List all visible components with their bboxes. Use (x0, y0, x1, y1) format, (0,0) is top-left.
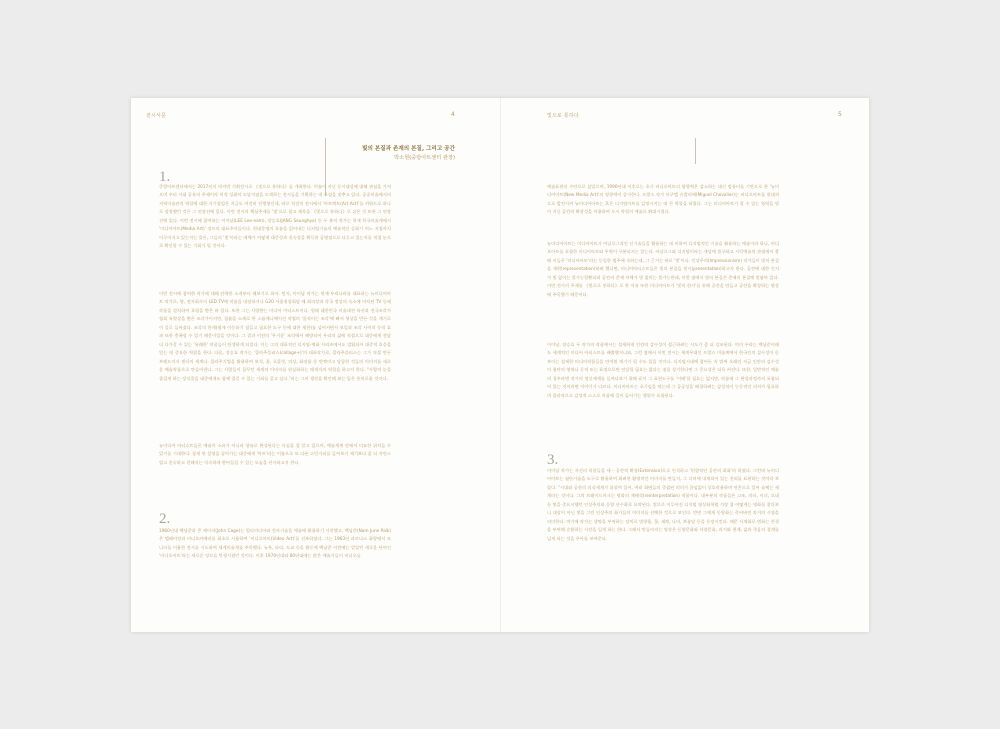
body-paragraph: 1960년대 백남준과 존 케이지(John Cage)는 멀티미디어와 전자기술을 예술에 활용하기 시작했고, 백남준(Nam June Paik)은 텔레비전과 비디오카메라를 최초로 사용하여 '비디오아트(Video Art)'를 선보하였다. 그는 1963년 파르나스 화랑에서 모니터를 이용한 전시를 시도하여 세계미술계를 주목했다. 뉴욕, 파리, 도쿄 등을 활동에 백남준 이전에는 알았던 새로운 단어인 '비디오아트'라는 새로운 장르를 탄생시켰던 것이다. 이후 1970년대와 80년대에는 많은 예술가들이 비디오를 (159, 529, 391, 560)
section-number: 3. (547, 452, 559, 468)
body-paragraph: 중랑아트센터에서는 2017년의 마지막 기획전시로 《빛으로 통하다》를 개최한다. 미술이 지닌 동시대성에 대해 관심을 가져오며 우리 시대 공통의 주제이자 미적 성취의 도달지점을 모색하는 전시들을 기획하는 데 초점을 맞추고 있다. 공공미술에서의 지역미술관의 역할에 대한 자기점검은 지금도 여전히 진행형인데, 바로 직전의 전시에서 '아트액트(Art Act)'를 키워드로 하나로 설정했던 것은 그 연장선에 있다. 이번 전시의 핵심주제를 '빛'으로 잡고 제목을 《빛으로 통하다》로 삼은 것 또한 그 연장선에 있다. 이번 전시에 참여하는 이이남(LEE Lee-nam), 장승효(JANG Seunghyo) 등 두 분의 작가는 현재 한국미술계에서 '미디어아트(Media Art)' 장르의 대표주자들이다. 현대문명의 흐름을 읽어내는 디지털기술의 예술적인 승화가 어느 지점까지 이루어지고 있는지는 물론, 그들의 '빛'이라는 매체가 어떻게 대중성과 친숙성을 획득한 공명점으로 다루고 있는지를 직접 눈으로 확인할 수 있는 기회가 될 것이다. (159, 185, 391, 250)
page-number-left: 4 (451, 111, 455, 118)
section-number: 1. (159, 169, 171, 185)
running-head-left: 전시서문 (146, 113, 167, 119)
book-spread (131, 98, 869, 632)
essay-title: 빛의 본질과 존재의 본질, 그리고 공간 (362, 146, 455, 152)
section-number: 2. (159, 511, 171, 527)
body-paragraph: 뉴미디어 아티스트들은 예술이 소유가 아니라 향유로 완성된다는 사실을 잘 알고 있으며, 예술세계 안에서 미묘한 위치들 수 있기를 기대한다. 참게 한 설명을 살아가는 대중에게 '아트'라는 이름으로 또 다른 고민거리를 들여보기 제기보다 좀 더 자연스럽고 친숙하고 친해지는 익숙하게 받아들일 수 있는 모습을 선사하고자 한다. (159, 444, 391, 466)
body-paragraph: 이이남 작가는 자신의 작품들을 새 – 공간적 확장(Extension)으로 인식하고 '편향적인 공간의 회화'라 하였다. 그런데 뉴미디어아트는 첨단기술을 도구로 활용하여 화려한 환영적인 이미지를 만들지, 그 너머에 내재되어 있는 진리를 표현하는 것이라 보았다. "시대와 공간의 의식세계가 뒤섞여 있어, 여러 화면들의 중첩된 의미가 끊임없이 상호작용하며 연존으로 일어 슬쩍는 세계라는 것이다. 그의 트레이드마크는 명화의 재해석(reinterpretation) 작품이다. 대부분의 작품들은 고조, 의라, 이녀, 오네 등 빛을 중요시했던 인상주의와 동양 산수화로 요약된다. 빛으로 이루어진 디지털 영상화처럼 가장 참 어떻게는 명화를 찾다보니 대상이 아닌 빛을 그린 인상주의 화가들의 이미지를 선택한 것으로 보인다. 반면 그에게 동양화는 죽어버린 과거의 시점을 의미한다. 여기에 작가는 생명을 부여하는 장치로 빛방울, 꽃, 새싹, 나비, 보름달 등을 등장시킨다. 때문 시계화로 변화는 풍경을 부여해 순환하는 시간을 입게 하는 한다. 그래서 만들어지는 영상은 동양문화와 서양문화, 과거와 현재, 삶과 죽음의 경계를 넘게 되는 것을 우아를 보여준다. (547, 469, 779, 542)
essay-author: 박소현(중랑아트센터 관장) (394, 155, 455, 161)
body-paragraph: 뉴미디어아트는 미디어아트가 아날로그적인 신기술들을 활용하는 데 비하여 디지털적인 기술을 활용하는 예술이라 하나, 비디오아트를 포함한 미디어아트와 뚜렷이 구분되지는 않는다. 아날로그와 디지털이라는 개념에 불구하고 시각예술의 관점에서 볼 때 이들은 '미디어아트'라는 동일한 범주에 속하는데, 그 근거는 바로 '빛'이다. 인상주의(Impressionism) 작가들이 빛의 본질을 재현(representation)하려 했다면, 미디어아티스트들은 빛의 본질을 현시(presentation)하고자 한다. 공간에 대한 인지가 빛 없이는 불가능할뿐더러 공간의 존재 자체가 빛 없이는 불가능한데, 이런 점에서 빛의 본질은 존재의 본질에 맞닿아 있다. 이번 전시의 주제를 《빛으로 통하다》로 한 이유 또한 미디어아트가 '빛의 현시'를 통해 공간을 만들고 공간을 확장하는 양상에 주목했기 때문이다. (547, 242, 779, 298)
running-head-right: 빛으로 통하다 (547, 113, 579, 119)
body-paragraph: 이번 전시에 참여한 작가에 대해 간략한 소개부터 해보기로 하자. 먼저, 이이남 작가는 현재 우리나라를 대표하는 뉴미디어아트 작가로, 양, 전자회사의 LED TV에 작품을 내장하거나 G20 서울정상회담 때 회의장과 각국 정상의 숙소에 비치된 TV 등에 작품을 설치하여 호평을 받은 바 있다. 또한 그는 사랑받는 미디어 아티스트이다. 원래 대한민국 미술대전 특선과 전국조각가협회 특별상을 받은 조각가이지만, 철흙을 소재로 한 스톱애니메이션 작업의 '움직이는 조각'에 빠져 영상을 만든 것을 계기로 이 길로 들어섰다. 조각의 한계(쉽게 이동하기 힘들고 필요한 도구 등에 대한 제한)를 넘어서면서 보일과 조각 사이의 동작 효과 또한 충족할 수 있기 때문이었을 것이다. 그 결과 이전의 '무거운' 조각에서 해방되어 우리의 삶에 직접으로 대중에게 전달 더 다가갈 수 있는 '유쾌한' 작품들이 탄생하게 되었다. 이는 그의 대표적인 디지털-명화 시리즈에서도 발휘되어 대중적 호응을 얻는 데 중요한 역할을 한다. 다음, 장승효 작가는 '콜라주플러스(collage+)'의 대표작가로, 콜라주플러스는 그가 직접 만든 브랜드이자 센터의 세계다. 콜라주기법을 활용하여 보석, 꽃, 초콜릿, 의상, 화장품 등 반짝이고 달콤한 것들의 이미지를 새로운 예술작품으로 만들어낸다. 그는 사람들이 꿈꾸던 세계의 이미지를 현실화하는 매개자의 역할을 하고자 한다. "사람의 눈을 즐겁게 하는 장식물을 대중에게도 함께 즐길 수 있는 기회를 갖고 싶다."라는 그의 생각을 확인해 보는 일은 흥미로울 것이다. (159, 292, 391, 382)
left-page (131, 98, 500, 632)
body-paragraph: 예술표현의 수단으로 삼았으며, 1990년대 이후로는 초기 비디오아트의 영향력은 감소하는 대신 컴퓨터를 기반으로 한 '뉴미디어아트(New Media Art)'의 영향력이 증가한다. 프랑스 작가 미구엘 슈발리에(Miguel Chevalier)는 비디오아트를 현대적으로 발전시켜 뉴미디어아트는 혹은 디지털아트를 감정시키는 데 큰 역할을 하였다. 그는 미디어아트가 할 수 있는 영역을 빛이 지닌 공간의 확장성을 이용하여 도시 차원의 예술로 확대시켰다. (547, 185, 779, 216)
body-paragraph: 이이남, 장승효 두 작가의 작품에서는 섬세하게 인간의 감수성이 접근하려는 시도가 좀 더 강조된다. 이미 우리는 백남준이래도 세계적인 미디어 아티스트를 배출했거니와, 그런 점에서 이번 전시는 세계무대인 프랑스 미술계에서 한국인의 감수성이 돋보이는 섬세한 미디어작품들을 만져볼 계기가 될 수도 있을 것이다. 디지털시대에 접어든 지 벌써 오래인 지금 인간의 감수성이 첨단의 영역나 동적 또는 표정으로만 전달될 필요는 없다는 점을 상기한다면 그 중요성은 더욱 커진다. 또한, 일반적인 예술의 경우라면 작가의 정신세계를 들여다보기 위해 굳이 그 표현도구를 '이해'할 필요는 없지만, 작품에 그 완성과정까지 포함되어 있는 것이라면 이야기가 다르다. 미디어아트는 초기임을 막는데 그 공공성을 배경하려는 감성적이 능동적인 의지가 필요하며 결과적으로 감성적 스스로 작품에 깊이 들어가는 행위가 포함된다. (547, 343, 779, 399)
right-page (500, 98, 869, 632)
page-number-right: 5 (838, 111, 842, 118)
vertical-rule-right (695, 138, 696, 164)
